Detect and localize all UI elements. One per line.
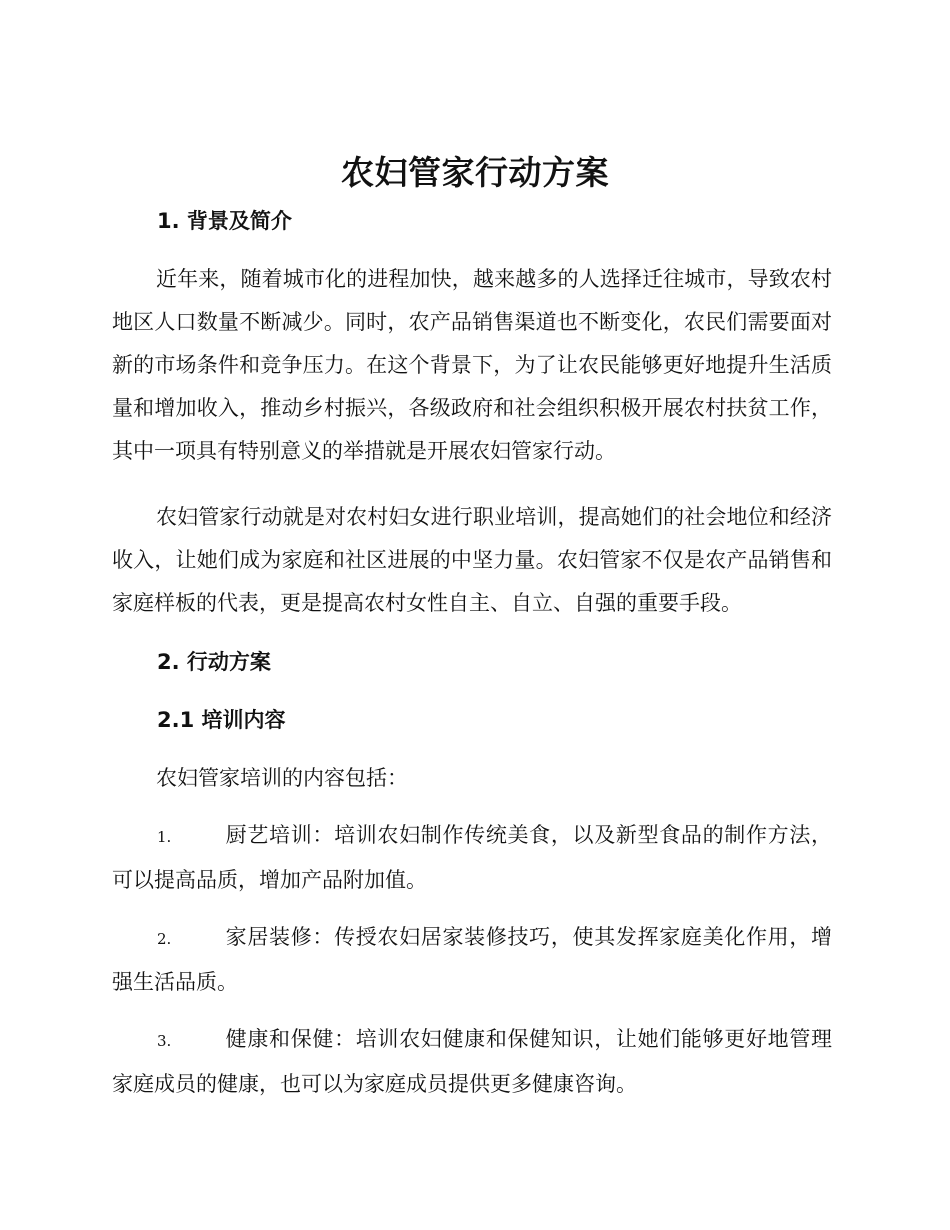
training-intro-text: 农妇管家培训的内容包括：	[156, 766, 408, 790]
section-heading-background: 1. 背景及简介	[157, 209, 292, 233]
list-item-number: 2.	[157, 930, 172, 948]
list-item	[112, 1018, 832, 1106]
list-item	[112, 916, 832, 1004]
paragraph-intro-program: 农妇管家行动就是对农村妇女进行职业培训，提高她们的社会地位和经济收入，让她们成为家庭和社区进展的中坚力量。农妇管家不仅是农产品销售和家庭样板的代表，更是提高农村女性自主、自立、自强的重要手段。	[112, 505, 832, 615]
list-item-number: 3.	[157, 1032, 172, 1050]
list-item-text: 家居装修：传授农妇居家装修技巧，使其发挥家庭美化作用，增强生活品质。	[112, 925, 832, 994]
section-heading-action-plan: 2. 行动方案	[157, 650, 271, 674]
list-item	[112, 814, 832, 902]
subsection-heading-training-content: 2.1 培训内容	[157, 708, 286, 732]
list-item-text: 厨艺培训：培训农妇制作传统美食，以及新型食品的制作方法，可以提高品质，增加产品附加值。	[112, 823, 832, 892]
document-title: 农妇管家行动方案	[341, 153, 609, 192]
paragraph-background: 近年来，随着城市化的进程加快，越来越多的人选择迁往城市，导致农村地区人口数量不断减少。同时，农产品销售渠道也不断变化，农民们需要面对新的市场条件和竞争压力。在这个背景下，为了让农民能够更好地提升生活质量和增加收入，推动乡村振兴，各级政府和社会组织积极开展农村扶贫工作，其中一项具有特别意义的举措就是开展农妇管家行动。	[112, 267, 832, 463]
list-item-text: 健康和保健：培训农妇健康和保健知识，让她们能够更好地管理家庭成员的健康，也可以为家庭成员提供更多健康咨询。	[112, 1027, 832, 1096]
list-item-number: 1.	[157, 828, 172, 846]
